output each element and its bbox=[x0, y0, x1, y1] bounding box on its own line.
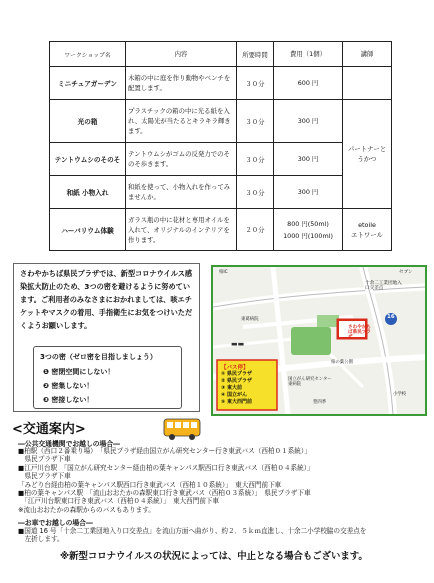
workshop-content: テントウムシがゴムの反発力でのそのそ歩きます。 bbox=[126, 143, 237, 176]
workshop-fee: 300 円 bbox=[274, 143, 343, 176]
workshop-time: ３０分 bbox=[237, 176, 274, 209]
workshop-name: ハーバリウム体験 bbox=[50, 209, 126, 251]
transport-line: ■柏駅（西口２番乗り場） 「県民プラザ経由国立がん研究センター行き東武バス（西柏０１系統）」 bbox=[18, 447, 311, 455]
workshop-name: テントウムシのそのそ bbox=[50, 143, 126, 176]
header-fee: 費用（1個） bbox=[274, 42, 343, 67]
header-instructor: 講師 bbox=[343, 42, 392, 67]
bus-legend-title: 【バス停】 bbox=[221, 365, 249, 371]
small-school-label: 小学校 bbox=[393, 392, 407, 397]
table-row bbox=[50, 100, 392, 143]
workshop-time: ２０分 bbox=[237, 209, 274, 251]
transport-line: ■江戸川台駅 「国立がん研究センター経由柏の葉キャンパス駅西口行き東武バス（西柏０４系統）」 bbox=[18, 463, 314, 472]
workshop-name: 光の箱 bbox=[50, 100, 126, 143]
car-line: ■国道 16 号「十余二工業団地入り口交差点」を流山方面へ曲がり、約２．５ｋｍ直進し、十余二小学校脇の交差点を bbox=[18, 527, 367, 535]
kanpo-label: 十余二工業団地入口交差点 bbox=[365, 281, 402, 291]
table-header-row bbox=[50, 42, 392, 67]
bus-stop-item: ① 県民プラザ bbox=[221, 371, 252, 377]
workshop-content: プラスチックの箱の中に光る紙を入れ、太陽光が当たるとキラキラ輝きます。 bbox=[126, 100, 237, 143]
access-map bbox=[211, 265, 427, 416]
instructor-partner: パートナーとうかつ bbox=[343, 100, 392, 209]
transport-line: 県民プラザ下車 bbox=[18, 472, 71, 481]
car-title: ―お車でお越しの場合― bbox=[18, 519, 93, 527]
bus-stop-item: ③ 東大前 bbox=[221, 385, 242, 391]
car-line: 左折します。 bbox=[18, 535, 64, 544]
bus-stop-item: ⑤ 東大西門前 bbox=[221, 399, 252, 405]
public-transport-lines bbox=[18, 447, 314, 514]
workshop-fee: 300 円 bbox=[274, 100, 343, 143]
header-name: ワークショップ名 bbox=[50, 42, 126, 67]
workshop-fee: 600 円 bbox=[274, 67, 343, 100]
header-content: 内容 bbox=[126, 42, 237, 67]
mitsu-item: ❷ 密集しない！ bbox=[43, 382, 94, 390]
transport-line: ■柏の葉キャンパス駅 「流山おおたかの森駅東口行き東武バス（西柏０３系統）」 県民プラザ下車 bbox=[18, 489, 311, 498]
kashiwa-ic-label: 柏IC bbox=[219, 270, 228, 275]
table-row bbox=[50, 143, 392, 176]
workshop-time: ３０分 bbox=[237, 100, 274, 143]
park-label: 柏の葉公園 bbox=[331, 360, 353, 365]
instructor-etoile: etoile エトワール bbox=[343, 209, 392, 251]
header-time: 所要時間 bbox=[237, 42, 274, 67]
workshop-name: ミニチュアガーデン bbox=[50, 67, 126, 100]
table-row bbox=[50, 209, 392, 251]
workshop-fee-multi: 800 円(50ml) 1000 円(100ml) bbox=[274, 209, 343, 251]
transport-line: 「みどり台経由柏の葉キャンパス駅西口行き東武バス（西柏１０系統）」 東大西門前下車 bbox=[18, 480, 282, 489]
mitsu-item: ❶ 密閉空間にしない！ bbox=[43, 368, 115, 376]
cancellation-notice: ※新型コロナウイルスの状況によっては、中止となる場合もございます。 bbox=[60, 551, 368, 562]
mitsu-item: ❸ 密接しない！ bbox=[43, 396, 94, 404]
transport-line: 県民プラザ下車 bbox=[18, 455, 71, 464]
mitsu-title: 3つの密（ゼロ密を目指しましょう） bbox=[40, 353, 157, 361]
table-row bbox=[50, 176, 392, 209]
bus-stop-list bbox=[221, 371, 252, 406]
workshop-time: ３０分 bbox=[237, 67, 274, 100]
intro-text: さわやかちば県民プラザでは、新型コロナウイルス感染拡大防止のため、3つの密を避けるように努めています。ご利用者のみなさまにおかれましては、咳エチケットやマスクの着用、手指衛生にお気をつけいただくようお願いします。 bbox=[20, 269, 193, 330]
workshop-content: ガラス瓶の中に花材と専用オイルを入れて、オリジナルのインテリアを作ります。 bbox=[126, 209, 237, 251]
table-row bbox=[50, 67, 392, 100]
traffic-title: <交通案内> bbox=[12, 422, 86, 437]
svg-text:▬▬: ▬▬ bbox=[231, 340, 245, 348]
public-transport-title: ―公共交通機関でお越しの場合― bbox=[18, 440, 120, 448]
three-mitsu-box bbox=[33, 346, 182, 409]
covid-notice-box bbox=[13, 263, 200, 412]
toyoshiki-label: 豊四季 bbox=[313, 400, 327, 405]
seven-label: セブン bbox=[399, 270, 413, 275]
bus-stop-item: ② 県民プラザ bbox=[221, 378, 252, 384]
workshop-content: 和紙を使って、小物入れを作ってみませんか。 bbox=[126, 176, 237, 209]
instructor-cell bbox=[343, 67, 392, 100]
route16-label: 16 bbox=[387, 314, 395, 320]
workshop-content: 木箱の中に庭を作り動物やベンチを配置します。 bbox=[126, 67, 237, 100]
plaza-label: さわやかちば県民プラザ bbox=[348, 325, 371, 340]
workshop-name: 和紙 小物入れ bbox=[50, 176, 126, 209]
transport-line: 「江戸川台駅東口行き東武バス（西柏０４系統）」 東大西門前下車 bbox=[18, 497, 220, 506]
bus-stop-item: ④ 国立がん bbox=[221, 392, 247, 398]
hospital-label: 東葛病院 bbox=[241, 317, 259, 322]
workshop-time: ３０分 bbox=[237, 143, 274, 176]
car-lines bbox=[18, 527, 367, 544]
bus-icon bbox=[163, 417, 201, 441]
koukou-label: 国立がん研究センター東病院 bbox=[288, 377, 332, 387]
transport-line: ※流山おおたかの森駅からのバスもあります。 bbox=[18, 505, 155, 514]
workshop-table bbox=[49, 41, 392, 251]
workshop-fee: 300 円 bbox=[274, 176, 343, 209]
